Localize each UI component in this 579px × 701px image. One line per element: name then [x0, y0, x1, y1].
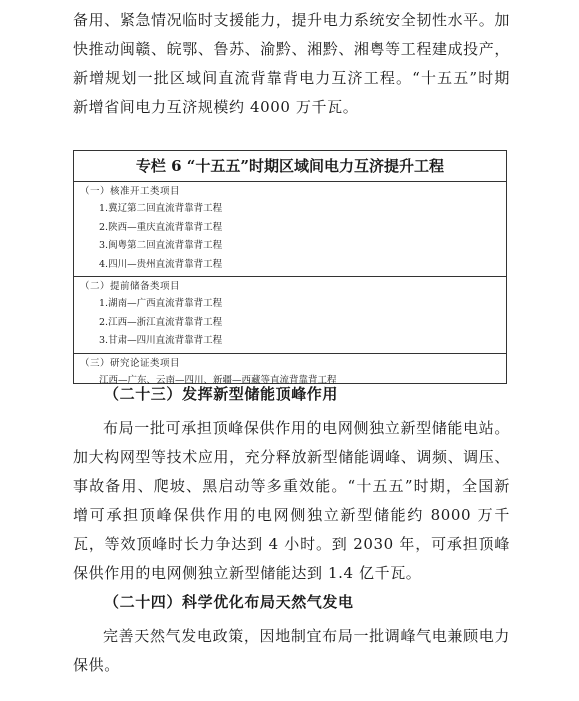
paragraph-intro: 备用、紧急情况临时支援能力，提升电力系统安全韧性水平。加快推动闽赣、皖鄂、鲁苏、渝黔、湘黔、湘粤等工程建成投产，新增规划一批区域间直流背靠背电力互济工程。“十五五”时期新增省间电力互济规模约 4000 万千瓦。 — [73, 11, 510, 116]
section-title: （二）提前储备类项目 — [80, 281, 181, 292]
section-reserve — [74, 277, 506, 354]
box-title: 专栏 6 “十五五”时期区域间电力互济提升工程 — [74, 151, 506, 182]
column-box — [73, 150, 507, 384]
list-item: 1.湖南—广西直流背靠背工程 — [99, 298, 223, 309]
list-item: 3.闽粤第二回直流背靠背工程 — [99, 240, 223, 251]
section-heading-24: （二十四）科学优化布局天然气发电 — [104, 593, 354, 611]
section-title: （三）研究论证类项目 — [80, 357, 181, 369]
list-item: 江西—广东、云南—四川、新疆—西藏等直流背靠背工程 — [99, 374, 337, 386]
list-item: 2.陕西—重庆直流背靠背工程 — [99, 221, 223, 233]
list-item: 1.冀辽第二回直流背靠背工程 — [99, 203, 223, 214]
section-heading-23: （二十三）发挥新型储能顶峰作用 — [104, 385, 339, 403]
list-item: 2.江西—浙江直流背靠背工程 — [99, 316, 223, 328]
list-item: 4.四川—贵州直流背靠背工程 — [99, 258, 223, 270]
list-item: 3.甘肃—四川直流背靠背工程 — [99, 335, 223, 346]
section-title: （一）核准开工类项目 — [80, 186, 181, 197]
paragraph-storage: 布局一批可承担顶峰保供作用的电网侧独立新型储能电站。加大构网型等技术应用，充分释放新型储能调峰、调频、调压、事故备用、爬坡、黑启动等多重效能。“十五五”时期，全国新增可承担顶峰保供作用的电网侧独立新型储能约 8000 万千瓦，等效顶峰时长力争达到 4 小时。到 2030 年，可承担顶峰保供作用的电网侧独立新型储能达到 1.4 亿千瓦。 — [73, 419, 510, 582]
section-approved — [74, 182, 506, 277]
paragraph-gas: 完善天然气发电政策，因地制宜布局一批调峰气电兼顾电力保供。 — [73, 627, 510, 674]
